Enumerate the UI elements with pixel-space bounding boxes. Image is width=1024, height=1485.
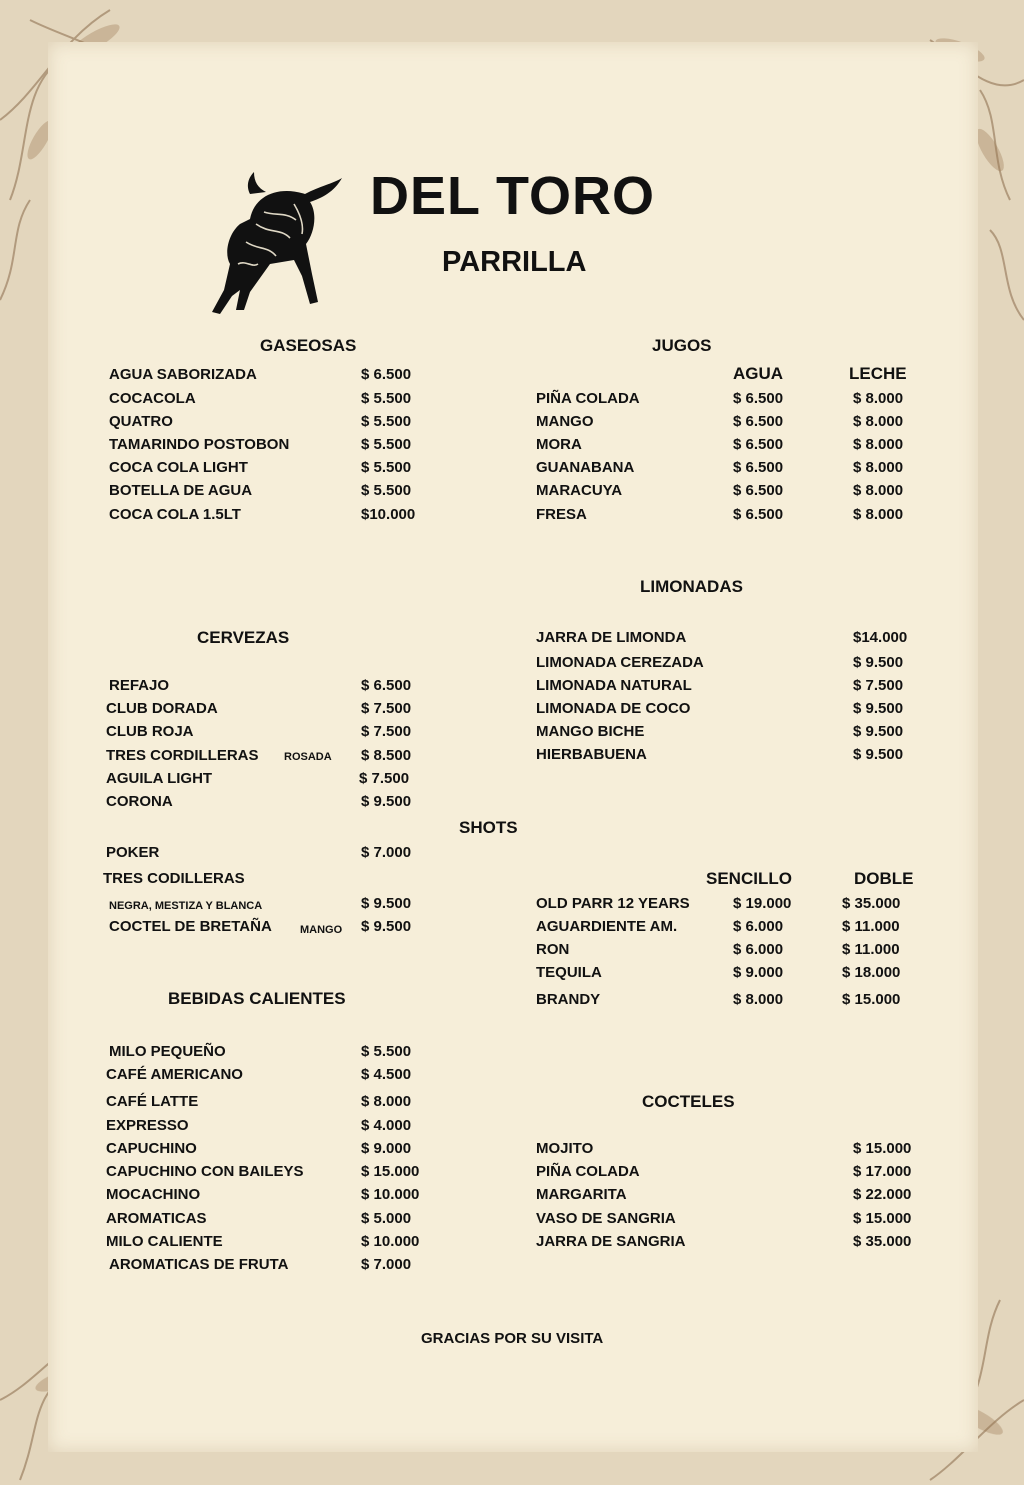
item-price: $ 9.500 (853, 746, 904, 763)
item-price-sencillo: $ 9.000 (733, 964, 784, 981)
restaurant-title: DEL TORO (370, 166, 656, 226)
item-price-doble: $ 11.000 (842, 941, 900, 958)
item-name: BOTELLA DE AGUA (109, 482, 253, 499)
item-name: MANGO (536, 413, 594, 430)
item-price: $ 7.500 (853, 677, 904, 694)
section-heading-cervezas: CERVEZAS (197, 628, 290, 647)
item-price: $ 10.000 (361, 1186, 420, 1203)
column-header-leche: LECHE (849, 364, 907, 383)
item-price: $ 7.000 (361, 844, 412, 861)
item-name: MARGARITA (536, 1186, 627, 1203)
column-header-doble: DOBLE (854, 869, 914, 888)
bull-logo-icon (210, 164, 345, 314)
item-name: LIMONADA NATURAL (536, 677, 692, 694)
item-price: $ 9.500 (853, 700, 904, 717)
item-price: $ 9.500 (853, 723, 904, 740)
item-price-leche: $ 8.000 (853, 459, 904, 476)
item-name: COCA COLA LIGHT (109, 459, 248, 476)
item-name: QUATRO (109, 413, 173, 430)
item-price: $ 22.000 (853, 1186, 912, 1203)
section-heading-shots: SHOTS (459, 818, 518, 837)
item-price: $ 5.500 (361, 436, 412, 453)
item-name: CAPUCHINO CON BAILEYS (106, 1163, 304, 1180)
item-price: $ 9.500 (361, 793, 412, 810)
item-name: AGUARDIENTE AM. (536, 918, 678, 935)
item-name: CORONA (106, 793, 173, 810)
item-price: $ 15.000 (853, 1210, 912, 1227)
item-name: MILO PEQUEÑO (109, 1043, 226, 1060)
item-name: MOJITO (536, 1140, 594, 1157)
item-name: TAMARINDO POSTOBON (109, 436, 290, 453)
section-heading-cocteles: COCTELES (642, 1092, 735, 1111)
item-price: $ 10.000 (361, 1233, 420, 1250)
item-price: $ 4.000 (361, 1117, 412, 1134)
item-name: LIMONADA CEREZADA (536, 654, 704, 671)
item-price-sencillo: $ 8.000 (733, 991, 784, 1008)
item-price: $ 7.500 (361, 700, 412, 717)
item-price-doble: $ 35.000 (842, 895, 901, 912)
item-price: $ 15.000 (361, 1163, 420, 1180)
item-subname: NEGRA, MESTIZA Y BLANCA (109, 900, 263, 912)
item-price: $ 5.500 (361, 413, 412, 430)
restaurant-subtitle: PARRILLA (442, 246, 587, 278)
item-name: CAFÉ AMERICANO (106, 1066, 243, 1083)
item-name: PIÑA COLADA (536, 390, 640, 407)
item-price: $ 17.000 (853, 1163, 912, 1180)
column-header-agua: AGUA (733, 364, 784, 383)
item-name: CAFÉ LATTE (106, 1093, 199, 1110)
item-price-sencillo: $ 19.000 (733, 895, 792, 912)
footer-thanks: GRACIAS POR SU VISITA (421, 1330, 604, 1347)
item-name: FRESA (536, 506, 587, 523)
item-name: MILO CALIENTE (106, 1233, 223, 1250)
item-name: TRES CODILLERAS (103, 870, 245, 887)
item-name: TEQUILA (536, 964, 602, 981)
item-suffix: ROSADA (284, 751, 332, 763)
item-name: AROMATICAS (106, 1210, 207, 1227)
item-price: $ 35.000 (853, 1233, 912, 1250)
item-price: $ 8.500 (361, 747, 412, 764)
item-name: RON (536, 941, 570, 958)
item-price: $14.000 (853, 629, 908, 646)
item-price: $ 15.000 (853, 1140, 912, 1157)
item-name: COCA COLA 1.5LT (109, 506, 241, 523)
item-name: VASO DE SANGRIA (536, 1210, 676, 1227)
item-price: $ 4.500 (361, 1066, 412, 1083)
item-price-leche: $ 8.000 (853, 482, 904, 499)
item-price: $ 8.000 (361, 1093, 412, 1110)
item-name: OLD PARR 12 YEARS (536, 895, 690, 912)
item-price-leche: $ 8.000 (853, 436, 904, 453)
item-price: $ 5.500 (361, 390, 412, 407)
item-name: GUANABANA (536, 459, 635, 476)
section-heading-bebidas-calientes: BEBIDAS CALIENTES (168, 989, 346, 1008)
item-name: MOCACHINO (106, 1186, 201, 1203)
item-name: PIÑA COLADA (536, 1163, 640, 1180)
item-name: EXPRESSO (106, 1117, 189, 1134)
column-header-sencillo: SENCILLO (706, 869, 792, 888)
item-price: $ 6.500 (361, 677, 412, 694)
item-name: JARRA DE LIMONDA (536, 629, 687, 646)
item-price: $ 7.000 (361, 1256, 412, 1273)
item-name: BRANDY (536, 991, 601, 1008)
item-price-doble: $ 18.000 (842, 964, 901, 981)
item-name: COCTEL DE BRETAÑA (109, 918, 272, 935)
item-name: LIMONADA DE COCO (536, 700, 691, 717)
item-suffix: MANGO (300, 924, 343, 936)
item-price: $ 7.500 (361, 723, 412, 740)
item-price-agua: $ 6.500 (733, 413, 784, 430)
item-name: AGUILA LIGHT (106, 770, 213, 787)
item-name: CLUB DORADA (106, 700, 218, 717)
item-name: MANGO BICHE (536, 723, 645, 740)
item-price-doble: $ 11.000 (842, 918, 900, 935)
item-price-doble: $ 15.000 (842, 991, 901, 1008)
item-name: AROMATICAS DE FRUTA (109, 1256, 289, 1273)
menu-sheet (48, 42, 978, 1452)
item-name: MARACUYA (536, 482, 623, 499)
item-name: JARRA DE SANGRIA (536, 1233, 686, 1250)
item-price-leche: $ 8.000 (853, 506, 904, 523)
item-price: $ 9.500 (361, 895, 412, 912)
item-price: $ 5.500 (361, 459, 412, 476)
item-price: $ 5.500 (361, 1043, 412, 1060)
item-price: $ 7.500 (359, 770, 410, 787)
item-price: $ 5.500 (361, 482, 412, 499)
item-price-leche: $ 8.000 (853, 413, 904, 430)
item-name: HIERBABUENA (536, 746, 647, 763)
item-price-leche: $ 8.000 (853, 390, 904, 407)
item-name: AGUA SABORIZADA (109, 366, 257, 383)
item-name: COCACOLA (109, 390, 196, 407)
item-name: REFAJO (109, 677, 170, 694)
item-name: POKER (106, 844, 160, 861)
item-price: $ 9.000 (361, 1140, 412, 1157)
item-price: $10.000 (361, 506, 416, 523)
item-name: TRES CORDILLERAS (106, 747, 259, 764)
section-heading-jugos: JUGOS (652, 336, 712, 355)
item-price-agua: $ 6.500 (733, 390, 784, 407)
item-price-agua: $ 6.500 (733, 482, 784, 499)
item-name: MORA (536, 436, 582, 453)
item-price-agua: $ 6.500 (733, 506, 784, 523)
item-price-sencillo: $ 6.000 (733, 941, 784, 958)
item-name: CAPUCHINO (106, 1140, 197, 1157)
item-price-sencillo: $ 6.000 (733, 918, 784, 935)
item-price: $ 9.500 (853, 654, 904, 671)
item-price-agua: $ 6.500 (733, 459, 784, 476)
section-heading-gaseosas: GASEOSAS (260, 336, 357, 355)
section-heading-limonadas: LIMONADAS (640, 577, 743, 596)
item-price-agua: $ 6.500 (733, 436, 784, 453)
item-name: CLUB ROJA (106, 723, 194, 740)
item-price: $ 9.500 (361, 918, 412, 935)
item-price: $ 5.000 (361, 1210, 412, 1227)
item-price: $ 6.500 (361, 366, 412, 383)
